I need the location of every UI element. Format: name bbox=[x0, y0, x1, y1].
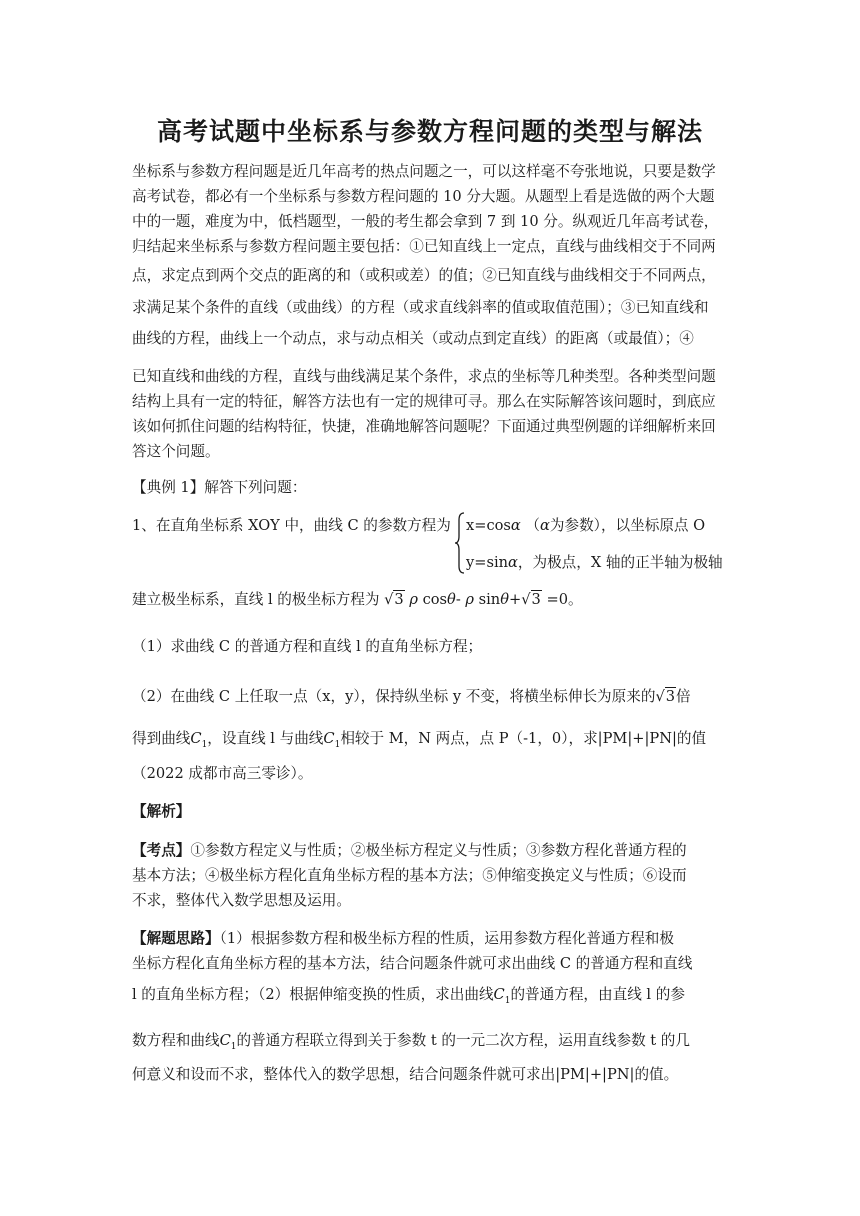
kaodian-line-2: 基本方法；④极坐标方程化直角坐标方程的基本方法；⑤伸缩变换定义与性质；⑥设而 bbox=[132, 867, 687, 884]
sqrt-symbol: √3 bbox=[655, 688, 676, 705]
question-1-prefix: 1、在直角坐标系 XOY 中，曲线 C 的参数方程为 bbox=[132, 517, 451, 534]
intro-line: 答这个问题。 bbox=[132, 443, 220, 460]
parametric-x-equation: x=cosα （α为参数），以坐标原点 O bbox=[466, 517, 706, 534]
silu-line-4: 数方程和曲线$C_1$的普通方程联立得到关于参数 t 的一元二次方程，运用直线参数 t 的几 bbox=[132, 1032, 690, 1052]
silu-line-3: l 的直角坐标方程；（2）根据伸缩变换的性质，求出曲线$C_1$的普通方程，由直线 l 的参 bbox=[132, 986, 685, 1006]
silu-line-2: 坐标方程化直角坐标方程的基本方法，结合问题条件就可求出曲线 C 的普通方程和直线 bbox=[132, 955, 693, 972]
sqrt-symbol: √3 bbox=[521, 591, 541, 608]
parametric-y-equation: y=sinα，为极点，X 轴的正半轴为极轴 bbox=[466, 554, 723, 571]
part-1: （1）求曲线 C 的普通方程和直线 l 的直角坐标方程； bbox=[132, 638, 483, 655]
intro-line: 曲线的方程，曲线上一个动点，求与动点相关（或动点到定直线）的距离（或最值）；④ bbox=[132, 330, 694, 347]
kaodian-line-3: 不求，整体代入数学思想及运用。 bbox=[132, 892, 351, 909]
intro-line: 坐标系与参数方程问题是近几年高考的热点问题之一，可以这样毫不夸张地说，只要是数学 bbox=[132, 163, 716, 180]
sqrt-symbol: √3 bbox=[384, 591, 404, 608]
part-2-line-1: （2）在曲线 C 上任取一点（x，y），保持纵坐标 y 不变，将横坐标伸长为原来的√3倍 bbox=[132, 688, 691, 705]
intro-line: 已知直线和曲线的方程，直线与曲线满足某个条件，求点的坐标等几种类型。各种类型问题 bbox=[132, 368, 716, 385]
page-title: 高考试题中坐标系与参数方程问题的类型与解法 bbox=[156, 117, 703, 146]
intro-line: 求满足某个条件的直线（或曲线）的方程（或求直线斜率的值或取值范围）；③已知直线和 bbox=[132, 299, 709, 316]
intro-line: 结构上具有一定的特征，解答方法也有一定的规律可寻。那么在实际解答该问题时，到底应 bbox=[132, 393, 716, 410]
silu-line-5: 何意义和设而不求，整体代入的数学思想，结合问题条件就可求出|PM|+|PN|的值。 bbox=[132, 1066, 679, 1083]
polar-equation-line: 建立极坐标系，直线 l 的极坐标方程为 √3 ρ cosθ- ρ sinθ+√3 =0。 bbox=[132, 591, 583, 608]
analysis-heading: 【解析】 bbox=[132, 803, 191, 820]
part-2-line-2: 得到曲线$C_1$，设直线 l 与曲线$C_1$相较于 M，N 两点，点 P（-1，0），求|PM|+|PN|的值 bbox=[132, 730, 707, 750]
intro-line: 中的一题，难度为中，低档题型，一般的考生都会拿到 7 到 10 分。纵观近几年高考试卷， bbox=[132, 213, 719, 230]
intro-line: 点，求定点到两个交点的距离的和（或积或差）的值；②已知直线与曲线相交于不同两点， bbox=[132, 267, 716, 284]
silu-line-1: 【解题思路】（1）根据参数方程和极坐标方程的性质，运用参数方程化普通方程和极 bbox=[132, 930, 674, 947]
intro-line: 高考试卷，都必有一个坐标系与参数方程问题的 10 分大题。从题型上看是选做的两个大题 bbox=[132, 188, 715, 205]
intro-line: 该如何抓住问题的结构特征，快捷，准确地解答问题呢？下面通过典型例题的详细解析来回 bbox=[132, 418, 716, 435]
example-heading: 【典例 1】解答下列问题： bbox=[132, 479, 307, 496]
kaodian-line-1: 【考点】①参数方程定义与性质；②极坐标方程定义与性质；③参数方程化普通方程的 bbox=[132, 842, 687, 859]
question-source: （2022 成都市高三零诊）。 bbox=[132, 765, 313, 782]
question-1-line-1 bbox=[132, 516, 451, 536]
equation-brace bbox=[454, 512, 466, 574]
intro-line: 归结起来坐标系与参数方程问题主要包括：①已知直线上一定点，直线与曲线相交于不同两 bbox=[132, 238, 716, 255]
